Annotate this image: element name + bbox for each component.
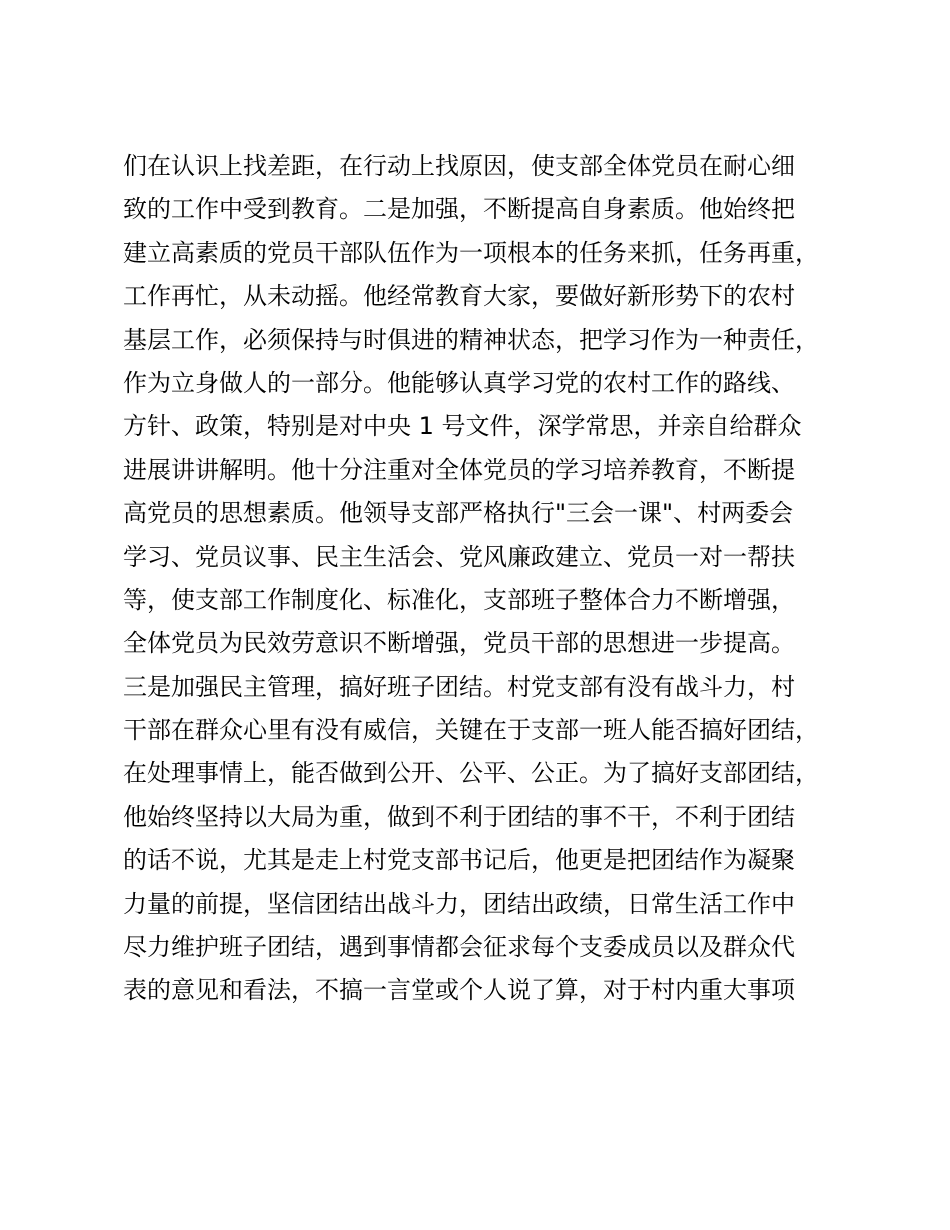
text-line: 他始终坚持以大局为重，做到不利于团结的事不干，不利于团结 xyxy=(123,802,795,831)
text-line: 进展讲讲解明。他十分注重对全体党员的学习培养教育，不断提 xyxy=(123,455,795,484)
text-line: 方针、政策，特别是对中央 1 号文件，深学常思，并亲自给群众 xyxy=(123,412,802,441)
text-line: 力量的前提，坚信团结出战斗力，团结出政绩，日常生活工作中 xyxy=(123,889,795,918)
text-line: 学习、党员议事、民主生活会、党风廉政建立、党员一对一帮扶 xyxy=(123,542,795,571)
text-line: 全体党员为民效劳意识不断增强，党员干部的思想进一步提高。 xyxy=(123,629,795,658)
text-line: 建立高素质的党员干部队伍作为一项根本的任务来抓，任务再重， xyxy=(123,238,819,267)
text-line: 三是加强民主管理，搞好班子团结。村党支部有没有战斗力，村 xyxy=(123,672,795,701)
text-line: 们在认识上找差距，在行动上找原因，使支部全体党员在耐心细 xyxy=(123,152,795,180)
text-line: 高党员的思想素质。他领导支部严格执行"三会一课"、村两委会 xyxy=(123,499,794,528)
text-line: 致的工作中受到教育。二是加强，不断提高自身素质。他始终把 xyxy=(123,195,795,224)
text-line: 尽力维护班子团结，遇到事情都会征求每个支委成员以及群众代 xyxy=(123,933,795,962)
text-line: 基层工作，必须保持与时俱进的精神状态，把学习作为一种责任， xyxy=(123,325,819,354)
text-line: 等，使支部工作制度化、标准化，支部班子整体合力不断增强， xyxy=(123,585,795,614)
text-line: 作为立身做人的一部分。他能够认真学习党的农村工作的路线、 xyxy=(123,368,795,397)
text-line: 的话不说，尤其是走上村党支部书记后，他更是把团结作为凝聚 xyxy=(123,846,795,875)
body-paragraph xyxy=(123,145,853,1013)
text-line: 在处理事情上，能否做到公开、公平、公正。为了搞好支部团结， xyxy=(123,759,819,788)
text-line: 干部在群众心里有没有威信，关键在于支部一班人能否搞好团结， xyxy=(123,716,819,745)
text-line: 表的意见和看法，不搞一言堂或个人说了算，对于村内重大事项 xyxy=(123,976,795,1005)
text-line: 工作再忙，从未动摇。他经常教育大家，要做好新形势下的农村 xyxy=(123,282,795,311)
